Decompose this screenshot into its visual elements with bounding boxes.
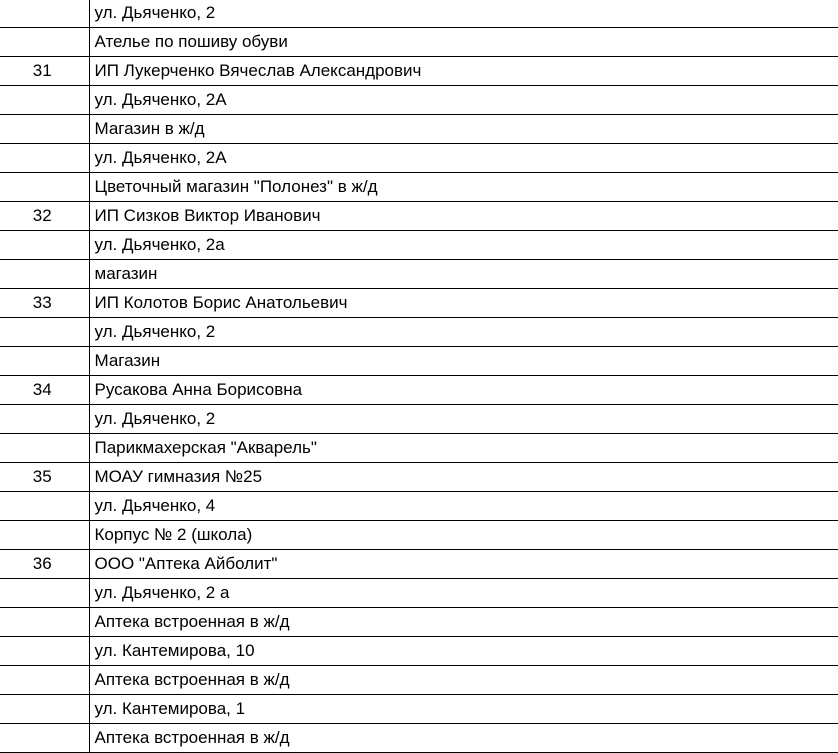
table-row: [0, 608, 838, 637]
row-text-cell[interactable]: ул. Дьяченко, 2: [89, 405, 838, 434]
row-text-cell[interactable]: Аптека встроенная в ж/д: [89, 724, 838, 753]
row-number-cell[interactable]: [0, 144, 89, 173]
row-number-cell[interactable]: [0, 579, 89, 608]
row-number-cell[interactable]: [0, 492, 89, 521]
table-row: [0, 260, 838, 289]
row-number-cell[interactable]: 32: [0, 202, 89, 231]
row-number-cell[interactable]: 34: [0, 376, 89, 405]
table-row: [0, 347, 838, 376]
row-text-cell[interactable]: МОАУ гимназия №25: [89, 463, 838, 492]
row-number-cell[interactable]: [0, 260, 89, 289]
row-number-cell[interactable]: [0, 173, 89, 202]
row-text-cell[interactable]: ул. Дьяченко, 2А: [89, 86, 838, 115]
row-number-cell[interactable]: 36: [0, 550, 89, 579]
row-text-cell[interactable]: магазин: [89, 260, 838, 289]
row-number-cell[interactable]: 35: [0, 463, 89, 492]
row-text-cell[interactable]: ИП Сизков Виктор Иванович: [89, 202, 838, 231]
row-text-cell[interactable]: ООО "Аптека Айболит": [89, 550, 838, 579]
table-row: [0, 492, 838, 521]
table-row: [0, 724, 838, 753]
table-row: [0, 115, 838, 144]
row-text-cell[interactable]: ул. Дьяченко, 2А: [89, 144, 838, 173]
row-number-cell[interactable]: [0, 347, 89, 376]
row-number-cell[interactable]: 33: [0, 289, 89, 318]
row-text-cell[interactable]: Аптека встроенная в ж/д: [89, 666, 838, 695]
row-text-cell[interactable]: Ателье по пошиву обуви: [89, 28, 838, 57]
table-row: [0, 318, 838, 347]
row-text-cell[interactable]: ул. Дьяченко, 2 а: [89, 579, 838, 608]
row-number-cell[interactable]: [0, 405, 89, 434]
row-number-cell[interactable]: [0, 695, 89, 724]
table-row: [0, 231, 838, 260]
table-row: [0, 289, 838, 318]
table-row: [0, 463, 838, 492]
row-text-cell[interactable]: Цветочный магазин "Полонез" в ж/д: [89, 173, 838, 202]
table-row: [0, 637, 838, 666]
row-number-cell[interactable]: [0, 637, 89, 666]
row-number-cell[interactable]: [0, 86, 89, 115]
row-text-cell[interactable]: ул. Кантемирова, 10: [89, 637, 838, 666]
row-text-cell[interactable]: ул. Дьяченко, 2: [89, 318, 838, 347]
row-text-cell[interactable]: ул. Кантемирова, 1: [89, 695, 838, 724]
row-number-cell[interactable]: [0, 231, 89, 260]
row-text-cell[interactable]: Парикмахерская "Акварель": [89, 434, 838, 463]
table-row: [0, 376, 838, 405]
row-text-cell[interactable]: Аптека встроенная в ж/д: [89, 608, 838, 637]
table-row: [0, 579, 838, 608]
table-row: [0, 86, 838, 115]
row-text-cell[interactable]: ИП Лукерченко Вячеслав Александрович: [89, 57, 838, 86]
row-number-cell[interactable]: [0, 115, 89, 144]
table-row: [0, 434, 838, 463]
row-text-cell[interactable]: Магазин в ж/д: [89, 115, 838, 144]
table-row: [0, 202, 838, 231]
row-text-cell[interactable]: Магазин: [89, 347, 838, 376]
table-row: [0, 666, 838, 695]
row-text-cell[interactable]: ул. Дьяченко, 2: [89, 0, 838, 28]
row-text-cell[interactable]: ул. Дьяченко, 2а: [89, 231, 838, 260]
row-number-cell[interactable]: [0, 608, 89, 637]
table-row: [0, 0, 838, 28]
row-number-cell[interactable]: [0, 434, 89, 463]
table-row: [0, 173, 838, 202]
row-number-cell[interactable]: [0, 666, 89, 695]
table-row: [0, 405, 838, 434]
table-row: [0, 144, 838, 173]
row-text-cell[interactable]: ул. Дьяченко, 4: [89, 492, 838, 521]
row-text-cell[interactable]: Русакова Анна Борисовна: [89, 376, 838, 405]
row-text-cell[interactable]: ИП Колотов Борис Анатольевич: [89, 289, 838, 318]
table-row: [0, 695, 838, 724]
row-number-cell[interactable]: 31: [0, 57, 89, 86]
table-row: [0, 521, 838, 550]
row-number-cell[interactable]: [0, 28, 89, 57]
table-row: [0, 57, 838, 86]
row-number-cell[interactable]: [0, 724, 89, 753]
row-text-cell[interactable]: Корпус № 2 (школа): [89, 521, 838, 550]
row-number-cell[interactable]: [0, 0, 89, 28]
table-row: [0, 28, 838, 57]
row-number-cell[interactable]: [0, 318, 89, 347]
table-row: [0, 550, 838, 579]
row-number-cell[interactable]: [0, 521, 89, 550]
